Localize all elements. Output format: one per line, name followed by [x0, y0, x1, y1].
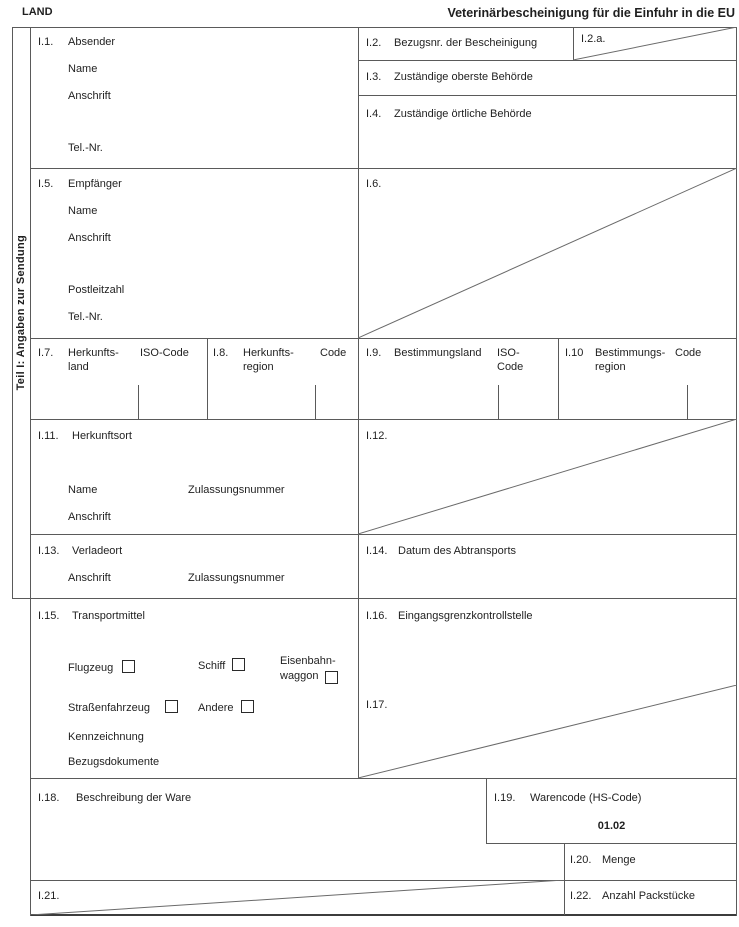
divider	[30, 27, 31, 916]
diagonal-strike-i17	[358, 685, 737, 778]
field-i11-number: I.11.	[38, 430, 59, 442]
field-i13-number: I.13.	[38, 545, 60, 557]
checkbox-label-andere: Andere	[198, 702, 234, 714]
field-i5-label: Empfänger	[68, 178, 122, 190]
field-i11-sub-zulassungsnummer: Zulassungsnummer	[188, 484, 285, 496]
field-i15-label: Transportmittel	[72, 610, 145, 622]
field-i12-number: I.12.	[366, 430, 388, 442]
divider	[30, 338, 737, 339]
divider	[30, 778, 737, 779]
field-i16-label: Eingangsgrenzkontrollstelle	[398, 610, 533, 622]
divider	[358, 60, 737, 61]
divider	[138, 385, 139, 419]
field-i8-code-label: Code	[320, 347, 347, 359]
field-i18-number: I.18.	[38, 792, 60, 804]
field-i3-label: Zuständige oberste Behörde	[394, 71, 533, 83]
field-i1-label: Absender	[68, 36, 116, 48]
field-i19-value: 01.02	[597, 820, 626, 832]
checkbox-schiff[interactable]	[232, 658, 245, 671]
part1-side-label: Teil I: Angaben zur Sendung	[15, 234, 27, 391]
divider	[315, 385, 316, 419]
field-i9-number: I.9.	[366, 347, 382, 359]
checkbox-label-eisenbahnwaggon-line2: waggon	[280, 670, 319, 682]
field-i1-number: I.1.	[38, 36, 54, 48]
field-i14-number: I.14.	[366, 545, 388, 557]
divider	[486, 778, 487, 843]
field-i13-sub-anschrift: Anschrift	[68, 572, 111, 584]
field-i10-label-line2: region	[595, 361, 626, 373]
field-i5-sub-name: Name	[68, 205, 98, 217]
checkbox-label-eisenbahnwaggon-line1: Eisenbahn-	[280, 655, 336, 667]
field-i22-label: Anzahl Packstücke	[602, 890, 695, 902]
field-i13-sub-zulassungsnummer: Zulassungsnummer	[188, 572, 285, 584]
field-i8-label-line2: region	[243, 361, 274, 373]
field-i2-number: I.2.	[366, 37, 382, 49]
field-i9-code-line2: Code	[497, 361, 524, 373]
checkbox-label-strassenfahrzeug: Straßenfahrzeug	[68, 702, 150, 714]
field-i11-sub-anschrift: Anschrift	[68, 511, 111, 523]
field-i1-sub-telnr: Tel.-Nr.	[68, 142, 103, 154]
field-i19-label: Warencode (HS-Code)	[530, 792, 642, 804]
divider	[498, 385, 499, 419]
field-i6-number: I.6.	[366, 178, 382, 190]
field-i9-label: Bestimmungsland	[394, 347, 482, 359]
field-i22-number: I.22.	[570, 890, 592, 902]
field-i14-label: Datum des Abtransports	[398, 545, 517, 557]
divider	[12, 598, 737, 599]
field-i3-number: I.3.	[366, 71, 382, 83]
field-i5-sub-telnr: Tel.-Nr.	[68, 311, 103, 323]
field-i10-number: I.10	[565, 347, 584, 359]
field-i19-number: I.19.	[494, 792, 516, 804]
checkbox-eisenbahnwaggon[interactable]	[325, 671, 338, 684]
field-i11-sub-name: Name	[68, 484, 98, 496]
field-i20-label: Menge	[602, 854, 636, 866]
field-i4-number: I.4.	[366, 108, 382, 120]
field-i15-sub-bezugsdokumente: Bezugsdokumente	[68, 756, 160, 768]
field-i7-label-line1: Herkunfts-	[68, 347, 119, 359]
checkbox-strassenfahrzeug[interactable]	[165, 700, 178, 713]
field-i20-number: I.20.	[570, 854, 592, 866]
part1-side-band	[12, 27, 30, 598]
field-i5-sub-postleitzahl: Postleitzahl	[68, 284, 125, 296]
checkbox-flugzeug[interactable]	[122, 660, 135, 673]
field-i15-number: I.15.	[38, 610, 60, 622]
divider	[30, 534, 737, 535]
checkbox-andere[interactable]	[241, 700, 254, 713]
field-i18-label: Beschreibung der Ware	[76, 792, 192, 804]
field-i8-label-line1: Herkunfts-	[243, 347, 294, 359]
divider	[486, 843, 737, 844]
field-i9-code-line1: ISO-	[497, 347, 520, 359]
field-i10-code-label: Code	[675, 347, 702, 359]
field-i21-number: I.21.	[38, 890, 60, 902]
field-i7-code-label: ISO-Code	[140, 347, 189, 359]
country-label: LAND	[22, 6, 53, 18]
field-i10-label-line1: Bestimmungs-	[595, 347, 666, 359]
page-title: Veterinärbescheinigung für die Einfuhr in die EU	[447, 6, 735, 20]
field-i4-label: Zuständige örtliche Behörde	[394, 108, 532, 120]
checkbox-label-flugzeug: Flugzeug	[68, 662, 114, 674]
field-i2-label: Bezugsnr. der Bescheinigung	[394, 37, 538, 49]
diagonal-strike-i21	[30, 880, 564, 915]
divider	[687, 385, 688, 419]
field-i5-sub-anschrift: Anschrift	[68, 232, 111, 244]
divider	[12, 27, 13, 598]
field-i11-label: Herkunftsort	[72, 430, 132, 442]
divider	[358, 27, 359, 778]
field-i1-sub-anschrift: Anschrift	[68, 90, 111, 102]
field-i16-number: I.16.	[366, 610, 388, 622]
field-i13-label: Verladeort	[72, 545, 123, 557]
field-i17-number: I.17.	[366, 699, 388, 711]
diagonal-strike-i6	[358, 168, 737, 338]
field-i7-number: I.7.	[38, 347, 54, 359]
field-i7-label-line2: land	[68, 361, 89, 373]
divider	[564, 843, 565, 915]
field-i15-sub-kennzeichnung: Kennzeichnung	[68, 731, 144, 743]
field-i5-number: I.5.	[38, 178, 54, 190]
diagonal-strike-i12	[358, 419, 737, 534]
divider	[358, 95, 737, 96]
field-i2a-number: I.2.a.	[581, 33, 606, 45]
checkbox-label-schiff: Schiff	[198, 660, 226, 672]
field-i1-sub-name: Name	[68, 63, 98, 75]
divider	[558, 338, 559, 419]
divider	[207, 338, 208, 419]
field-i8-number: I.8.	[213, 347, 229, 359]
